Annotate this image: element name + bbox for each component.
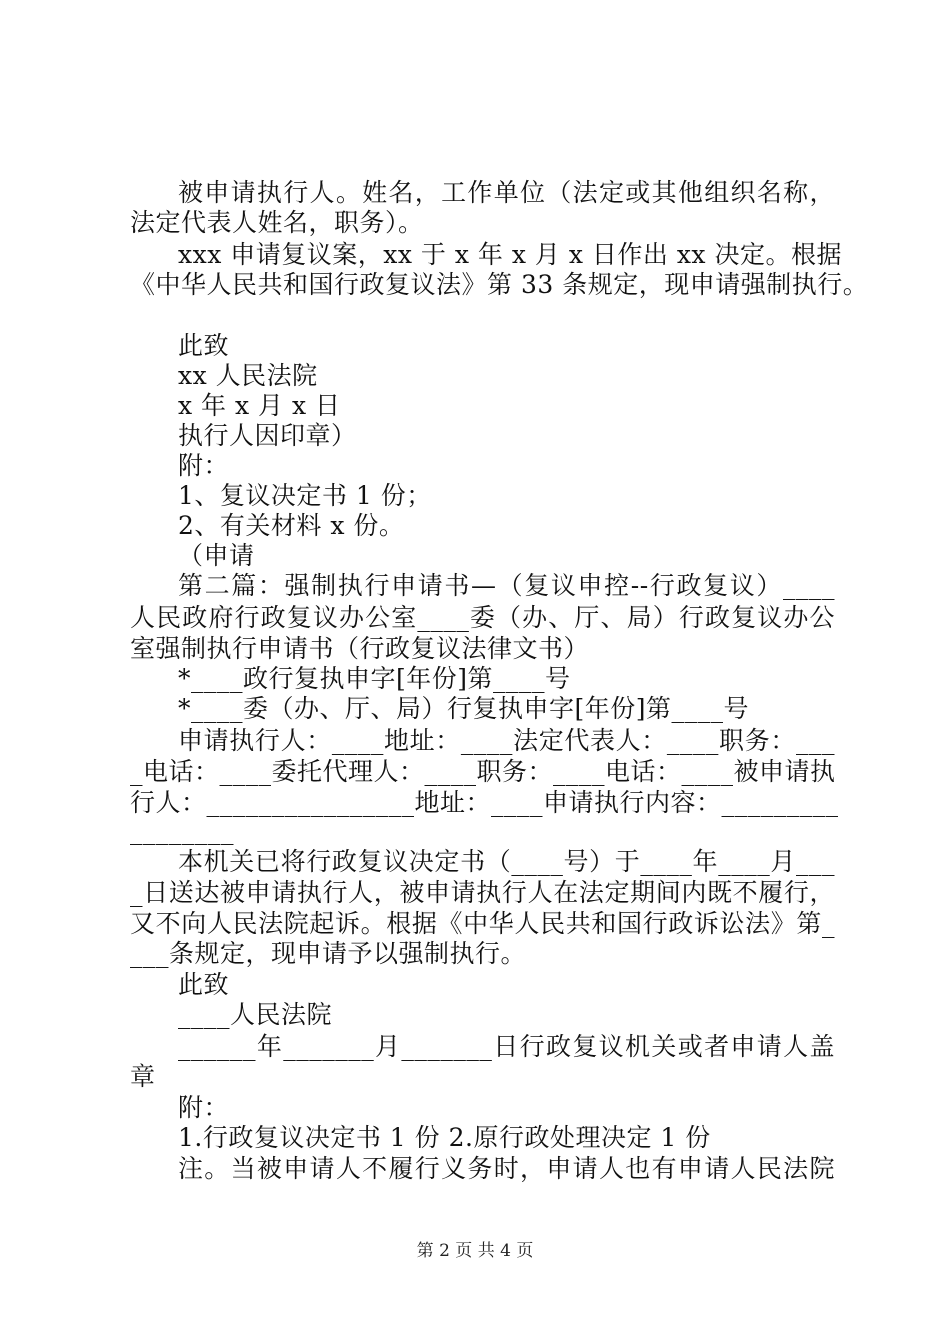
text-line: （申请 bbox=[178, 541, 255, 570]
text-line: ___条规定，现申请予以强制执行。 bbox=[130, 939, 527, 968]
text-line: 第二篇：强制执行申请书—（复议申控--行政复议）____ bbox=[178, 571, 835, 600]
text-line: 1、复议决定书 1 份； bbox=[178, 481, 432, 510]
text-line: *____政行复执申字[年份]第____号 bbox=[178, 664, 571, 693]
text-line: ____人民法院 bbox=[178, 1000, 333, 1029]
text-line: 此致 bbox=[178, 970, 230, 999]
text-line: 人民政府行政复议办公室____委（办、厅、局）行政复议办公 bbox=[130, 603, 835, 632]
text-line: 被申请执行人。姓名，工作单位（法定或其他组织名称， bbox=[178, 178, 835, 207]
text-line: 2、有关材料 x 份。 bbox=[178, 511, 405, 540]
text-line: 附： bbox=[178, 451, 230, 480]
text-line: 章 bbox=[130, 1062, 156, 1091]
text-line: 又不向人民法院起诉。根据《中华人民共和国行政诉讼法》第_ bbox=[130, 909, 835, 938]
text-line: 附： bbox=[178, 1093, 230, 1122]
text-line: 注。当被申请人不履行义务时，申请人也有申请人民法院 bbox=[178, 1154, 835, 1183]
text-line: 室强制执行申请书（行政复议法律文书） bbox=[130, 634, 590, 663]
page-number-footer: 第 2 页 共 4 页 bbox=[416, 1241, 534, 1261]
text-line: 本机关已将行政复议决定书（____号）于____年____月___ bbox=[178, 847, 835, 876]
text-line: xx 人民法院 bbox=[178, 361, 318, 390]
text-line: x 年 x 月 x 日 bbox=[178, 391, 341, 420]
text-line: _日送达被申请执行人，被申请执行人在法定期间内既不履行， bbox=[130, 878, 835, 907]
text-line: 行人：________________地址：____申请执行内容：_________ bbox=[130, 788, 839, 817]
text-line: xxx 申请复议案，xx 于 x 年 x 月 x 日作出 xx 决定。根据 bbox=[178, 240, 842, 269]
text-line: *____委（办、厅、局）行复执申字[年份]第____号 bbox=[178, 694, 750, 723]
text-line: 申请执行人：____地址：____法定代表人：____职务：___ bbox=[178, 726, 835, 755]
text-line: 此致 bbox=[178, 331, 230, 360]
text-line: 法定代表人姓名，职务）。 bbox=[130, 208, 424, 237]
text-line: ______年_______月_______日行政复议机关或者申请人盖 bbox=[178, 1032, 835, 1061]
text-line: 1.行政复议决定书 1 份 2.原行政处理决定 1 份 bbox=[178, 1123, 711, 1152]
text-line: ________ bbox=[130, 816, 234, 845]
text-line: _电话：____委托代理人：____职务：____电话：____被申请执 bbox=[130, 757, 836, 786]
text-line: 《中华人民共和国行政复议法》第 33 条规定，现申请强制执行。 bbox=[130, 270, 869, 299]
text-line: 执行人因印章） bbox=[178, 421, 357, 450]
